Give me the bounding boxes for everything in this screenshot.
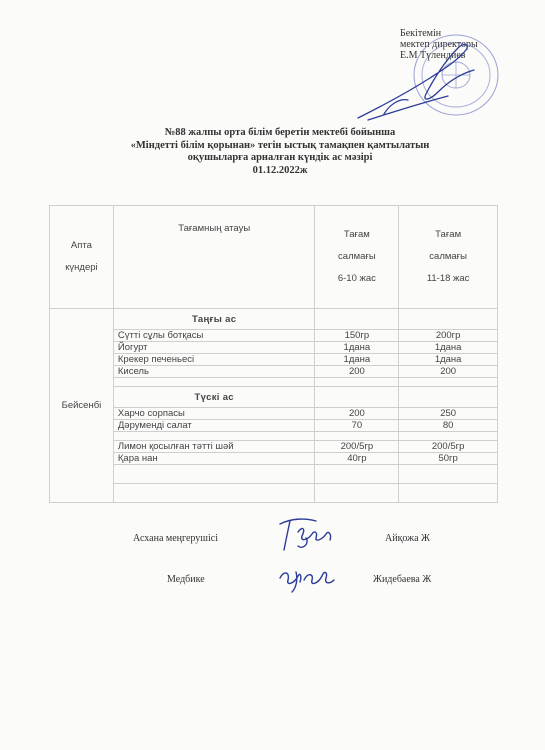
table-row: Йогурт 1дана 1дана [50, 342, 498, 354]
heading-line-1: №88 жалпы орта білім беретін мектебі бойынша [164, 127, 396, 138]
official-stamp [338, 20, 508, 130]
heading-date: 01.12.2022ж [252, 164, 308, 176]
section-row-lunch [50, 387, 498, 408]
header-weight-6-10: Тағам салмағы 6-10 жас [315, 206, 399, 309]
header-days: Апта күндері [50, 206, 114, 309]
table-header-row [50, 206, 498, 309]
heading-line-3: оқушыларға арналған күндік ас мәзірі [187, 152, 373, 163]
table-row: Дәруменді салат 70 80 [50, 420, 498, 432]
section-title-breakfast: Таңғы ас [113, 309, 315, 330]
kitchen-manager-name: Айқожа Ж [385, 533, 430, 544]
kitchen-manager-role: Асхана меңгерушісі [133, 533, 218, 544]
table-row: Лимон қосылған тәтті шәй 200/5гр 200/5гр [50, 441, 498, 453]
menu-table [49, 205, 498, 503]
section-title-lunch: Түскі ас [113, 387, 315, 408]
day-cell: Бейсенбі [50, 309, 114, 503]
heading-line-2: «Міндетті білім қорынан» тегін ыстық тамақпен қамтылатын [130, 139, 430, 151]
kitchen-manager-signature [272, 512, 342, 554]
table-row: Харчо сорпасы 200 250 [50, 408, 498, 420]
table-row: Кисель 200 200 [50, 366, 498, 378]
nurse-name: Жидебаева Ж [373, 574, 432, 585]
header-dish-name: Тағамның атауы [113, 206, 315, 309]
document-heading [60, 127, 500, 177]
section-row-breakfast [50, 309, 498, 330]
nurse-role: Медбике [167, 574, 205, 585]
approval-line-2: мектеп директоры [400, 39, 478, 50]
table-row: Сүтті сұлы ботқасы 150гр 200гр [50, 330, 498, 342]
approval-line-1: Бекітемін [400, 28, 442, 39]
approval-line-3: Е.М Түлендиев [400, 50, 466, 61]
table-row: Қара нан 40гр 50гр [50, 453, 498, 465]
table-row: Крекер печеньесі 1дана 1дана [50, 354, 498, 366]
header-weight-11-18: Тағам салмағы 11-18 жас [399, 206, 498, 309]
nurse-signature [274, 560, 336, 594]
